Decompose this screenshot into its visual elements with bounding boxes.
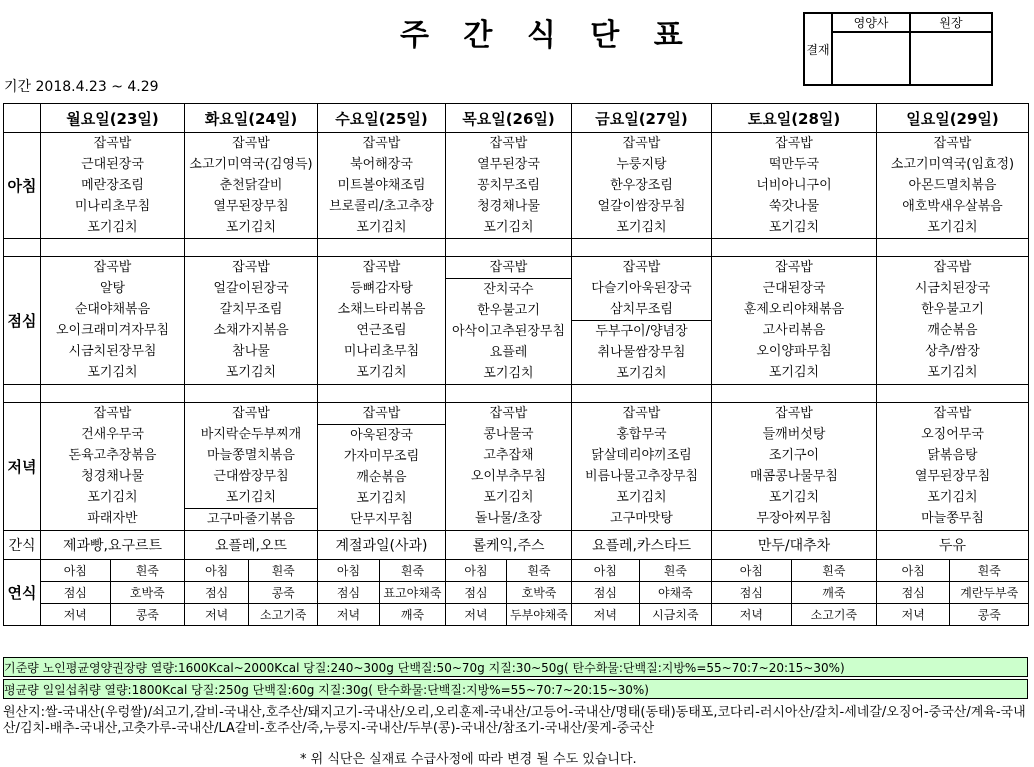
breakfast-cell — [446, 133, 572, 239]
soft-porridge: 호박죽 — [507, 582, 572, 604]
day-header: 월요일(23일) — [41, 104, 185, 133]
corner-cell — [4, 104, 41, 133]
soft-meal: 점심 — [41, 582, 110, 604]
approval-sign[interactable] — [910, 32, 992, 85]
menu-item: 마늘쫑무침 — [921, 511, 984, 526]
menu-item: 오이부추무침 — [470, 469, 547, 484]
dinner-cell — [318, 403, 446, 531]
menu-item: 아몬드멸치볶음 — [908, 178, 997, 193]
soft-subrow — [446, 604, 571, 626]
menu-item: 잡곡밥 — [933, 406, 972, 421]
snack-cell: 롤케익,주스 — [446, 531, 572, 560]
menu-item: 잡곡밥 — [489, 406, 528, 421]
approval-box — [803, 12, 993, 86]
soft-meal: 아침 — [41, 560, 110, 582]
spacer-cell — [877, 239, 1029, 257]
menu-item: 삼치무조림 — [572, 299, 711, 321]
snack-cell: 요플레,오뜨 — [185, 531, 318, 560]
soft-cell — [41, 560, 185, 626]
menu-item: 근대된장국 — [81, 157, 144, 172]
menu-item: 잡곡밥 — [446, 257, 571, 279]
menu-item: 비름나물고추장무침 — [584, 469, 699, 484]
menu-item: 시금치된장무침 — [68, 344, 157, 359]
menu-item: 매콤콩나물무침 — [750, 469, 838, 484]
menu-item: 포기김치 — [616, 220, 667, 235]
soft-meal: 아침 — [572, 560, 639, 582]
menu-item: 잡곡밥 — [933, 136, 972, 151]
dinner-cell — [446, 403, 572, 531]
lunch-cell — [318, 257, 446, 385]
soft-subrow — [712, 604, 876, 626]
menu-item: 오이크래미겨자무침 — [55, 323, 170, 338]
soft-meal: 저녁 — [712, 604, 791, 626]
menu-item: 잡곡밥 — [775, 136, 813, 151]
day-header: 목요일(26일) — [446, 104, 572, 133]
snack-cell: 제과빵,요구르트 — [41, 531, 185, 560]
menu-item: 콩나물국 — [483, 427, 534, 442]
soft-porridge: 표고야채죽 — [379, 582, 445, 604]
menu-item: 청경채나물 — [81, 469, 144, 484]
menu-item: 돌나물/초장 — [474, 511, 543, 526]
menu-item: 잡곡밥 — [775, 260, 813, 275]
soft-subrow — [318, 582, 445, 604]
spacer-cell — [318, 385, 446, 403]
soft-meal: 아침 — [877, 560, 950, 582]
soft-porridge: 흰죽 — [527, 564, 551, 578]
menu-item: 요플레 — [489, 345, 528, 360]
soft-porridge: 소고기죽 — [249, 604, 317, 626]
spacer-row — [4, 385, 1029, 403]
menu-item: 조기구이 — [768, 448, 820, 463]
day-header: 일요일(29일) — [877, 104, 1029, 133]
period: 기간 2018.4.23 ~ 4.29 — [4, 79, 159, 95]
soft-meal: 점심 — [712, 582, 791, 604]
soft-subtable — [41, 560, 184, 625]
menu-item: 한우불고기 — [477, 303, 540, 318]
dinner-cell — [877, 403, 1029, 531]
menu-item: 포기김치 — [87, 365, 138, 380]
dinner-label: 저녁 — [4, 403, 41, 531]
soft-porridge: 깨죽 — [791, 582, 876, 604]
day-header: 화요일(24일) — [185, 104, 318, 133]
soft-subtable — [572, 560, 711, 625]
soft-subtable — [712, 560, 876, 625]
spacer-cell — [185, 239, 318, 257]
dinner-cell — [712, 403, 877, 531]
spacer-cell — [4, 239, 41, 257]
soft-meal: 아침 — [185, 560, 249, 582]
breakfast-cell — [41, 133, 185, 239]
menu-item: 가자미무조림 — [343, 449, 420, 464]
menu-item: 포기김치 — [87, 220, 138, 235]
dinner-row — [4, 403, 1029, 531]
menu-item: 잡곡밥 — [489, 136, 528, 151]
menu-item: 포기김치 — [927, 220, 978, 235]
menu-item: 잡곡밥 — [93, 136, 132, 151]
menu-item: 순대야채볶음 — [74, 302, 151, 317]
menu-item: 바지락순두부찌개 — [200, 427, 302, 442]
menu-item: 포기김치 — [927, 365, 978, 380]
soft-subrow — [446, 582, 571, 604]
menu-item: 꽁치무조림 — [477, 178, 540, 193]
soft-porridge: 소고기죽 — [791, 604, 876, 626]
soft-subrow — [318, 560, 445, 582]
soft-meal: 점심 — [877, 582, 950, 604]
lunch-label: 점심 — [4, 257, 41, 385]
menu-item: 등뼈감자탕 — [350, 281, 413, 296]
soft-cell — [712, 560, 877, 626]
snack-cell: 계절과일(사과) — [318, 531, 446, 560]
menu-item: 얼갈이쌈장무침 — [597, 199, 686, 214]
menu-item: 소채느타리볶음 — [337, 302, 426, 317]
soft-row — [4, 560, 1029, 626]
soft-subrow — [41, 560, 184, 582]
soft-subrow — [446, 560, 571, 582]
soft-subrow — [185, 582, 317, 604]
lunch-cell — [572, 257, 712, 385]
snack-cell: 만두/대추차 — [712, 531, 877, 560]
menu-item: 미트볼야채조림 — [337, 178, 426, 193]
menu-item: 포기김치 — [483, 490, 534, 505]
menu-item: 포기김치 — [356, 365, 407, 380]
menu-item: 고추잡채 — [483, 448, 534, 463]
soft-meal: 저녁 — [318, 604, 379, 626]
soft-subrow — [877, 582, 1028, 604]
soft-porridge: 흰죽 — [135, 564, 159, 578]
menu-item: 연근조림 — [356, 323, 407, 338]
soft-meal: 저녁 — [877, 604, 950, 626]
menu-item: 근대쌈장무침 — [213, 469, 289, 484]
menu-item: 열무된장국 — [477, 157, 540, 172]
soft-meal: 저녁 — [446, 604, 507, 626]
soft-porridge: 흰죽 — [400, 564, 425, 578]
breakfast-cell — [572, 133, 712, 239]
menu-item: 얼갈이된장국 — [213, 281, 289, 296]
spacer-cell — [446, 239, 572, 257]
soft-subtable — [877, 560, 1028, 625]
breakfast-cell — [318, 133, 446, 239]
menu-item: 잡곡밥 — [232, 406, 270, 421]
menu-item: 잡곡밥 — [933, 260, 972, 275]
menu-item: 잡곡밥 — [232, 136, 270, 151]
soft-subrow — [572, 560, 711, 582]
menu-item: 청경채나물 — [477, 199, 540, 214]
menu-item: 포기김치 — [483, 366, 534, 381]
origin-text: 원산지:쌀-국내산(우렁쌀)/쇠고기,갈비-국내산,호주산/돼지고기-국내산/오리,오리훈제-국내산/고등어-국내산/명태(동태)동태포,코다리-러시아산/갈치-세네갈/오징어-중국산/계육-국내산/김치-배추-국내산,고춧가루-국내산/LA갈비-호주산/죽,누룽지-국내산/두부(콩)-국내산/참조기-국내산/꽃게-중국산 — [3, 705, 1026, 736]
soft-cell — [318, 560, 446, 626]
menu-item: 건새우무국 — [81, 427, 144, 442]
soft-cell — [446, 560, 572, 626]
soft-porridge: 콩죽 — [249, 582, 317, 604]
header-row — [4, 104, 1029, 133]
approval-col: 영양사 — [832, 13, 910, 32]
menu-item: 아삭이고추된장무침 — [451, 324, 566, 339]
menu-item: 고사리볶음 — [762, 323, 826, 338]
menu-item: 춘천닭갈비 — [219, 178, 283, 193]
menu-item: 떡만두국 — [768, 157, 820, 172]
menu-item: 파래자반 — [87, 511, 138, 526]
soft-subrow — [572, 604, 711, 626]
lunch-row — [4, 257, 1029, 385]
approval-label: 결재 — [804, 13, 832, 85]
lunch-cell — [446, 257, 572, 385]
soft-subrow — [41, 604, 184, 626]
menu-item: 열무된장무침 — [213, 199, 289, 214]
spacer-cell — [185, 385, 318, 403]
soft-subrow — [877, 604, 1028, 626]
menu-item: 깨순볶음 — [927, 323, 978, 338]
menu-item: 포기김치 — [356, 491, 407, 506]
approval-sign[interactable] — [832, 32, 910, 85]
menu-item: 들깨버섯탕 — [762, 427, 826, 442]
soft-subrow — [712, 582, 876, 604]
soft-meal: 아침 — [446, 560, 507, 582]
soft-porridge: 흰죽 — [271, 564, 295, 578]
lunch-cell — [712, 257, 877, 385]
soft-meal: 아침 — [318, 560, 379, 582]
menu-item: 잔치국수 — [483, 282, 534, 297]
menu-item: 누룽지탕 — [616, 157, 667, 172]
soft-porridge: 시금치죽 — [639, 604, 711, 626]
menu-item: 잡곡밥 — [93, 260, 132, 275]
menu-item: 포기김치 — [185, 487, 317, 509]
day-header: 토요일(28일) — [712, 104, 877, 133]
approval-col: 원장 — [910, 13, 992, 32]
menu-item: 애호박새우살볶음 — [902, 199, 1003, 214]
menu-item: 훈제오리야채볶음 — [743, 302, 845, 317]
menu-item: 소채가지볶음 — [213, 323, 289, 338]
menu-item: 쑥갓나물 — [768, 199, 820, 214]
menu-item: 포기김치 — [225, 365, 277, 380]
menu-item: 상추/쌈장 — [925, 344, 980, 359]
soft-porridge: 흰죽 — [822, 564, 846, 578]
menu-item: 포기김치 — [768, 365, 820, 380]
menu-item: 소고기미역국(김영득) — [189, 157, 313, 172]
menu-item: 깨순볶음 — [356, 470, 407, 485]
dinner-cell — [185, 403, 318, 531]
menu-item: 알탕 — [99, 281, 126, 296]
soft-meal: 아침 — [712, 560, 791, 582]
soft-porridge: 깨죽 — [379, 604, 445, 626]
menu-item: 닭살데리야끼조림 — [591, 448, 692, 463]
soft-subtable — [185, 560, 317, 625]
menu-item: 포기김치 — [768, 220, 820, 235]
soft-meal: 저녁 — [41, 604, 110, 626]
dinner-cell — [41, 403, 185, 531]
menu-item: 포기김치 — [356, 220, 407, 235]
menu-item: 포기김치 — [225, 220, 277, 235]
soft-meal: 저녁 — [185, 604, 249, 626]
menu-item: 잡곡밥 — [775, 406, 813, 421]
menu-item: 참나물 — [232, 344, 270, 359]
menu-item: 잡곡밥 — [93, 406, 132, 421]
menu-item: 홍합무국 — [616, 427, 667, 442]
menu-item: 포기김치 — [768, 490, 820, 505]
note-text: * 위 식단은 실재료 수급사정에 따라 변경 될 수도 있습니다. — [300, 752, 637, 767]
soft-meal: 점심 — [446, 582, 507, 604]
menu-item: 미나리초무침 — [343, 344, 420, 359]
snack-cell: 두유 — [877, 531, 1029, 560]
menu-item: 포기김치 — [616, 366, 667, 381]
soft-porridge: 계란두부죽 — [950, 582, 1028, 604]
soft-porridge: 콩죽 — [110, 604, 184, 626]
spacer-cell — [572, 385, 712, 403]
soft-subrow — [877, 560, 1028, 582]
spacer-cell — [446, 385, 572, 403]
menu-item: 마늘쫑멸치볶음 — [207, 448, 295, 463]
menu-item: 미나리초무침 — [74, 199, 151, 214]
menu-item: 오징어무국 — [921, 427, 984, 442]
spacer-cell — [41, 239, 185, 257]
menu-item: 시금치된장국 — [914, 281, 991, 296]
menu-item: 포기김치 — [483, 220, 534, 235]
spacer-cell — [712, 239, 877, 257]
soft-meal: 점심 — [185, 582, 249, 604]
menu-item: 메란장조림 — [81, 178, 144, 193]
soft-porridge: 두부야채죽 — [507, 604, 572, 626]
soft-porridge: 야채죽 — [639, 582, 711, 604]
lunch-cell — [185, 257, 318, 385]
menu-item: 잡곡밥 — [362, 136, 401, 151]
menu-item: 포기김치 — [87, 490, 138, 505]
menu-item: 두부구이/양념장 — [595, 324, 688, 339]
soft-subtable — [446, 560, 571, 625]
soft-subtable — [318, 560, 445, 625]
soft-cell — [572, 560, 712, 626]
soft-subrow — [185, 604, 317, 626]
soft-subrow — [572, 582, 711, 604]
day-header: 수요일(25일) — [318, 104, 446, 133]
breakfast-cell — [877, 133, 1029, 239]
soft-label: 연식 — [4, 560, 41, 626]
lunch-cell — [41, 257, 185, 385]
menu-item: 잡곡밥 — [622, 136, 661, 151]
breakfast-label: 아침 — [4, 133, 41, 239]
soft-porridge: 흰죽 — [663, 564, 687, 578]
menu-item: 너비아니구이 — [756, 178, 832, 193]
menu-item: 잡곡밥 — [622, 260, 661, 275]
standard-row: 기준량 노인평균영양권장량 열량:1600Kcal~2000Kcal 당질:240~300g 단백질:50~70g 지질:30~50g( 탄수화물:단백질:지방%=55~70:7~20:15~30%) — [3, 657, 1028, 677]
soft-subrow — [318, 604, 445, 626]
spacer-cell — [712, 385, 877, 403]
menu-item: 고구마맛탕 — [610, 511, 673, 526]
breakfast-row — [4, 133, 1029, 239]
spacer-cell — [41, 385, 185, 403]
soft-meal: 점심 — [318, 582, 379, 604]
soft-subrow — [41, 582, 184, 604]
spacer-row — [4, 239, 1029, 257]
spacer-cell — [572, 239, 712, 257]
menu-table — [3, 103, 1029, 626]
page-title: 주 간 식 단 표 — [400, 18, 695, 53]
menu-item: 근대된장국 — [762, 281, 826, 296]
spacer-cell — [877, 385, 1029, 403]
menu-item: 돈육고추장볶음 — [68, 448, 157, 463]
menu-item: 취나물쌈장무침 — [597, 345, 686, 360]
average-row: 평균량 일일섭취량 열량:1800Kcal 당질:250g 단백질:60g 지질:30g( 탄수화물:단백질:지방%=55~70:7~20:15~30%) — [3, 679, 1028, 699]
soft-meal: 저녁 — [572, 604, 639, 626]
soft-cell — [877, 560, 1029, 626]
soft-subrow — [185, 560, 317, 582]
soft-subrow — [712, 560, 876, 582]
menu-item: 갈치무조림 — [219, 302, 283, 317]
menu-item: 잡곡밥 — [362, 260, 401, 275]
soft-cell — [185, 560, 318, 626]
menu-item: 잡곡밥 — [622, 406, 661, 421]
menu-item: 열무된장무침 — [914, 469, 991, 484]
snack-label: 간식 — [4, 531, 41, 560]
menu-item: 북어해장국 — [350, 157, 413, 172]
spacer-cell — [318, 239, 446, 257]
soft-porridge: 콩죽 — [950, 604, 1028, 626]
snack-cell: 요플레,카스타드 — [572, 531, 712, 560]
menu-item: 다슬기아욱된장국 — [591, 281, 692, 296]
day-header: 금요일(27일) — [572, 104, 712, 133]
soft-meal: 점심 — [572, 582, 639, 604]
menu-item: 닭볶음탕 — [927, 448, 978, 463]
dinner-cell — [572, 403, 712, 531]
lunch-cell — [877, 257, 1029, 385]
snack-row — [4, 531, 1029, 560]
breakfast-cell — [185, 133, 318, 239]
menu-item: 잡곡밥 — [232, 260, 270, 275]
menu-item: 포기김치 — [927, 490, 978, 505]
breakfast-cell — [712, 133, 877, 239]
spacer-cell — [4, 385, 41, 403]
menu-item: 한우불고기 — [921, 302, 984, 317]
menu-item: 단무지무침 — [350, 512, 413, 527]
menu-item: 무장아찌무침 — [756, 511, 832, 526]
menu-item: 잡곡밥 — [318, 403, 445, 425]
menu-item: 아욱된장국 — [350, 428, 413, 443]
menu-item: 포기김치 — [616, 490, 667, 505]
menu-item: 소고기미역국(임효정) — [890, 157, 1015, 172]
menu-item: 오이양파무침 — [756, 344, 832, 359]
menu-item: 고구마줄기볶음 — [207, 512, 295, 527]
soft-porridge: 흰죽 — [977, 564, 1001, 578]
soft-porridge: 호박죽 — [110, 582, 184, 604]
menu-item: 브로콜리/초고추장 — [329, 199, 434, 214]
menu-item: 한우장조림 — [610, 178, 673, 193]
